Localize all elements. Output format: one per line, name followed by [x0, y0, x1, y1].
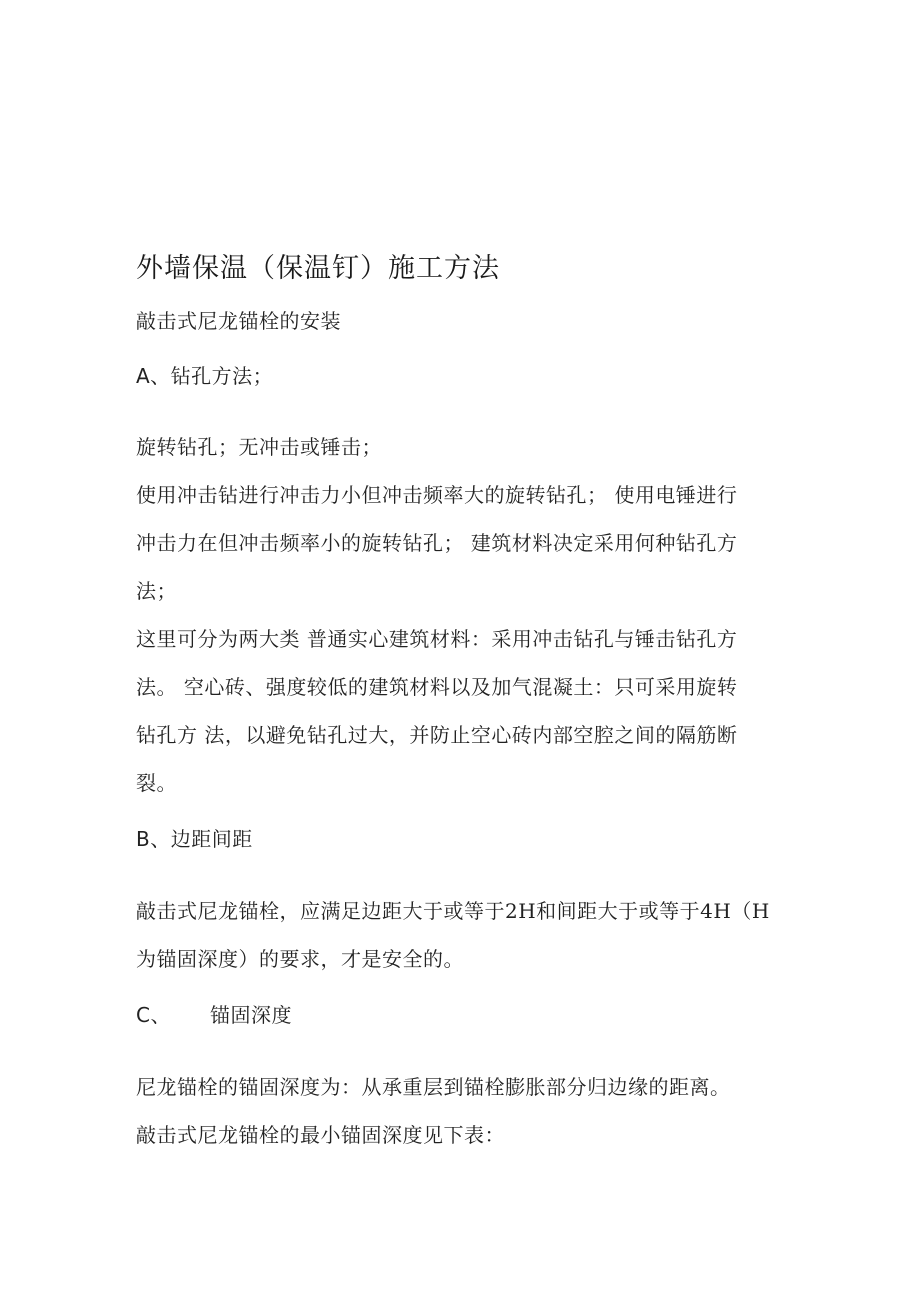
section-a-heading: A、钻孔方法；	[136, 364, 274, 388]
section-c-heading-text: 锚固深度	[210, 1003, 292, 1027]
section-b-line: 敲击式尼龙锚栓，应满足边距大于或等于2H和间距大于或等于4H（H	[136, 899, 770, 923]
section-c-line: 尼龙锚栓的锚固深度为：从承重层到锚栓膨胀部分归边缘的距离。	[136, 1075, 731, 1099]
section-a-line: 旋转钻孔；无冲击或锤击；	[136, 435, 382, 459]
section-c-line: 敲击式尼龙锚栓的最小锚固深度见下表：	[136, 1123, 505, 1147]
section-a-line: 法；	[136, 579, 177, 603]
section-a-line: 裂。	[136, 771, 177, 795]
section-a-line: 使用冲击钻进行冲击力小但冲击频率大的旋转钻孔； 使用电锤进行	[136, 483, 738, 507]
section-b-line: 为锚固深度）的要求，才是安全的。	[136, 947, 464, 971]
section-a-line: 这里可分为两大类 普通实心建筑材料：采用冲击钻孔与锤击钻孔方	[136, 627, 738, 651]
section-c-heading	[136, 1002, 292, 1028]
section-a-line: 法。 空心砖、强度较低的建筑材料以及加气混凝土：只可采用旋转	[136, 675, 738, 699]
section-b-heading: B、边距间距	[136, 827, 253, 851]
document-subtitle: 敲击式尼龙锚栓的安装	[136, 309, 341, 333]
section-a-line: 冲击力在但冲击频率小的旋转钻孔； 建筑材料决定采用何种钻孔方	[136, 531, 738, 555]
section-c-letter: C、	[136, 1003, 171, 1027]
section-a-line: 钻孔方 法，以避免钻孔过大，并防止空心砖内部空腔之间的隔筋断	[136, 723, 738, 747]
document-title: 外墙保温（保温钉）施工方法	[136, 253, 500, 284]
